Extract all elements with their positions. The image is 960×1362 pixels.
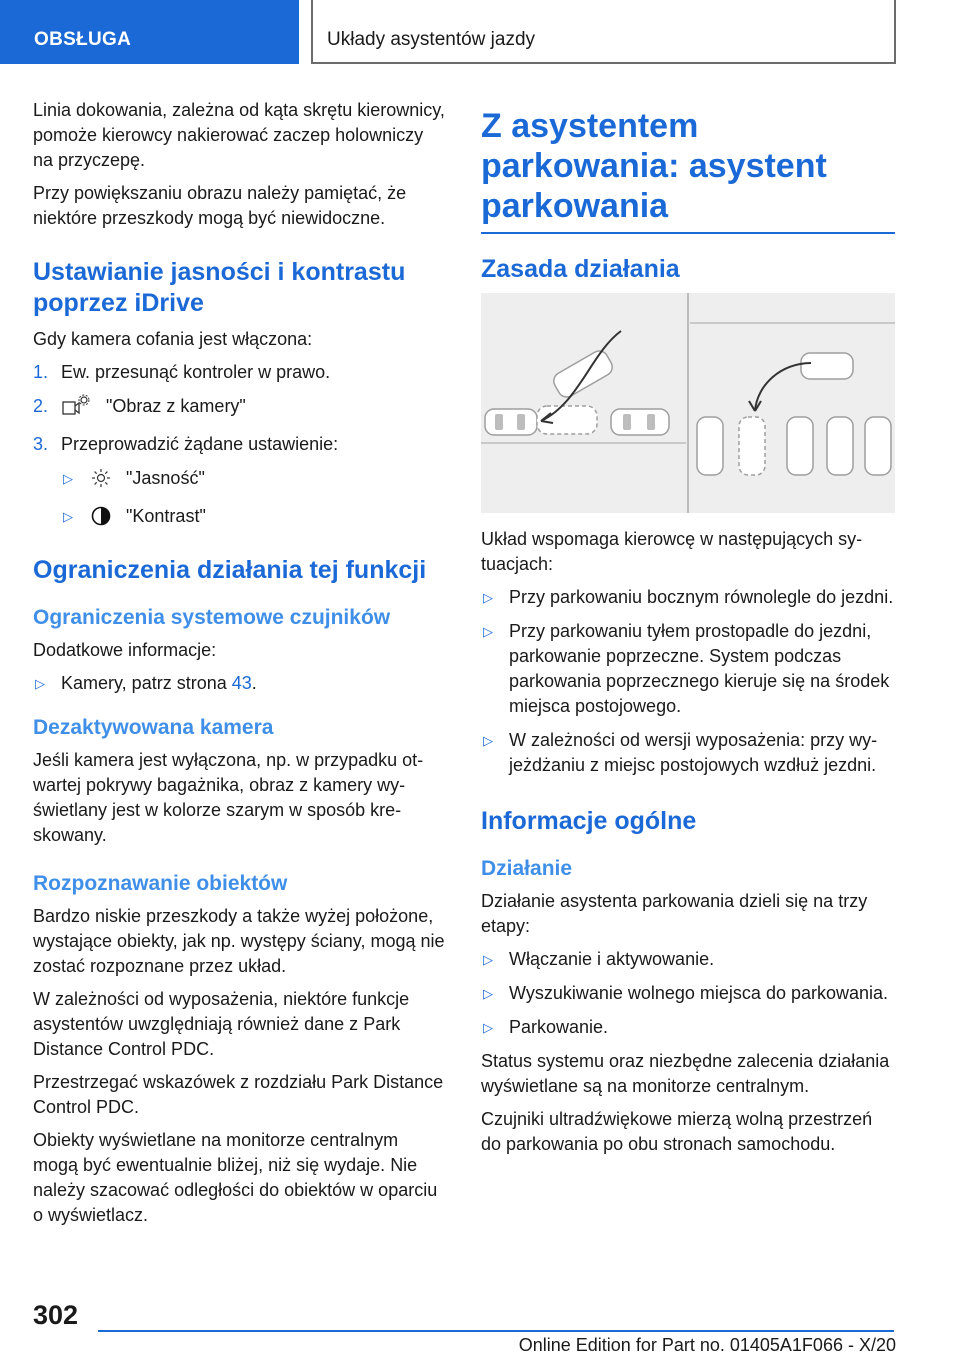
- step-text: Przeprowadzić żądane ustawienie:: [61, 434, 339, 454]
- page-number: 302: [33, 1300, 79, 1330]
- step-item: [33, 394, 445, 423]
- step-text: "Obraz z kamery": [106, 396, 246, 416]
- list-item: [481, 981, 895, 1006]
- object-recognition-heading: Rozpoznawanie obiektów: [33, 872, 288, 895]
- triangle-bullet-icon: ▷: [483, 1020, 493, 1035]
- step-number: 2.: [33, 396, 49, 416]
- step-number: 1.: [33, 362, 49, 382]
- principle-lead: Układ wspomaga kierowcę w następujących sytuacjach:: [481, 529, 863, 574]
- brightness-options: [33, 466, 445, 533]
- chapter-box: [311, 0, 896, 64]
- triangle-bullet-icon: ▷: [483, 952, 493, 967]
- sensor-item-text: Kamery, patrz strona: [61, 673, 232, 693]
- list-item: [481, 619, 895, 719]
- list-item: [33, 671, 445, 696]
- limits-heading: Ograniczenia działania tej funkcji: [33, 556, 427, 584]
- section-main-title: Z asystentem parkowania: asystent parkowania: [481, 107, 827, 225]
- option-text: "Kontrast": [126, 506, 206, 526]
- list-item: [481, 947, 895, 972]
- brightness-icon: [91, 468, 111, 495]
- list-item-text: Przy parkowaniu bocznym równolegle do jezdni.: [509, 587, 894, 607]
- step-item: [33, 432, 445, 457]
- contrast-icon: [91, 506, 111, 533]
- camera-deactivated-heading: Dezaktywowana kamera: [33, 716, 274, 739]
- triangle-bullet-icon: ▷: [483, 624, 493, 639]
- closing-paragraph-2: Czujniki ultradźwiękowe mierzą wolną przestrzeń do parkowania po obu stronach samochodu.: [481, 1109, 873, 1154]
- brightness-heading: Ustawianie jasności i kontrastu poprzez iDrive: [33, 258, 406, 317]
- principle-list: [481, 585, 895, 778]
- triangle-bullet-icon: ▷: [483, 733, 493, 748]
- step-number: 3.: [33, 434, 49, 454]
- camera-settings-icon: [61, 394, 91, 423]
- option-item: [33, 466, 445, 495]
- triangle-bullet-icon: ▷: [483, 986, 493, 1001]
- closing-paragraph-1: Status systemu oraz niezbędne zalecenia działania wyświetlane są na monitorze centralnym.: [481, 1051, 890, 1096]
- footer-divider: [98, 1330, 894, 1332]
- right-column: [481, 106, 895, 1165]
- step-item: [33, 360, 445, 385]
- object-recognition-text-3: Przestrzegać wskazówek z rozdziału Park Distance Control PDC.: [33, 1072, 444, 1117]
- list-item-text: Wyszukiwanie wolnego miejsca do parkowania.: [509, 983, 889, 1003]
- brightness-steps: [33, 360, 445, 457]
- parking-illustration: [481, 293, 895, 513]
- option-text: "Jasność": [126, 468, 205, 488]
- function-heading: Działanie: [481, 857, 573, 880]
- camera-deactivated-text: Jeśli kamera jest wyłączona, np. w przypadku otwartej pokrywy bagażnika, obraz z kamery wyświetlany jest w kolorze szarym w sposób kreskowany.: [33, 750, 424, 845]
- sensor-limits-list: [33, 671, 445, 696]
- principle-heading: Zasada działania: [481, 255, 680, 283]
- triangle-bullet-icon: ▷: [63, 509, 73, 524]
- list-item-text: Parkowanie.: [509, 1017, 609, 1037]
- chapter-title: Układy asystentów jazdy: [327, 29, 536, 50]
- list-item-text: Włączanie i aktywowanie.: [509, 949, 715, 969]
- general-info-heading: Informacje ogólne: [481, 807, 697, 835]
- triangle-bullet-icon: ▷: [483, 590, 493, 605]
- step-text: Ew. przesunąć kontroler w prawo.: [61, 362, 331, 382]
- object-recognition-text-1: Bardzo niskie przeszkody a także wyżej położone, wystające obiekty, jak np. występy ściany, mogą nie zostać rozpoznane przez układ.: [33, 906, 445, 976]
- sensor-limits-heading: Ograniczenia systemowe czujników: [33, 606, 391, 629]
- list-item: [481, 585, 895, 610]
- intro-paragraph-1: Linia dokowania, zależna od kąta skrętu kierownicy, pomoże kierowcy nakierować zaczep holowniczy na przyczepę.: [33, 100, 445, 170]
- function-lead: Działanie asystenta parkowania dzieli się na trzy etapy:: [481, 891, 868, 936]
- footer-edition: Online Edition for Part no. 01405A1F066 - X/20: [518, 1335, 896, 1355]
- title-divider: [481, 232, 895, 234]
- sensor-limits-lead: Dodatkowe informacje:: [33, 640, 217, 660]
- list-item-text: W zależności od wersji wyposażenia: przy wyjeżdżaniu z miejsc postojowych wzdłuż jezdni.: [509, 730, 878, 775]
- triangle-bullet-icon: ▷: [63, 471, 73, 486]
- section-title: OBSŁUGA: [34, 29, 132, 50]
- section-tab: [0, 0, 299, 64]
- option-item: [33, 504, 445, 533]
- function-list: [481, 947, 895, 1040]
- object-recognition-text-4: Obiekty wyświetlane na monitorze centralnym mogą być ewentualnie bliżej, niż się wydaje. Nie należy szacować odległości do obiektów w oparciu o wyświetlacz.: [33, 1130, 438, 1225]
- brightness-lead: Gdy kamera cofania jest włączona:: [33, 329, 313, 349]
- object-recognition-text-2: W zależności od wyposażenia, niektóre funkcje asystentów uwzględniają również dane z Park Distance Control PDC.: [33, 989, 410, 1059]
- list-item: [481, 728, 895, 778]
- triangle-bullet-icon: ▷: [35, 676, 45, 691]
- list-item: [481, 1015, 895, 1040]
- page-link[interactable]: 43: [231, 673, 252, 693]
- intro-paragraph-2: Przy powiększaniu obrazu należy pamiętać, że niektóre przeszkody mogą być niewidoczne.: [33, 183, 407, 228]
- list-item-text: Przy parkowaniu tyłem prostopadle do jezdni, parkowanie poprzeczne. System podczas parkowania poprzecznego kieruje się na środek miejsca postojowego.: [509, 621, 890, 716]
- left-column: [33, 98, 445, 1236]
- sensor-item-end: .: [251, 673, 257, 693]
